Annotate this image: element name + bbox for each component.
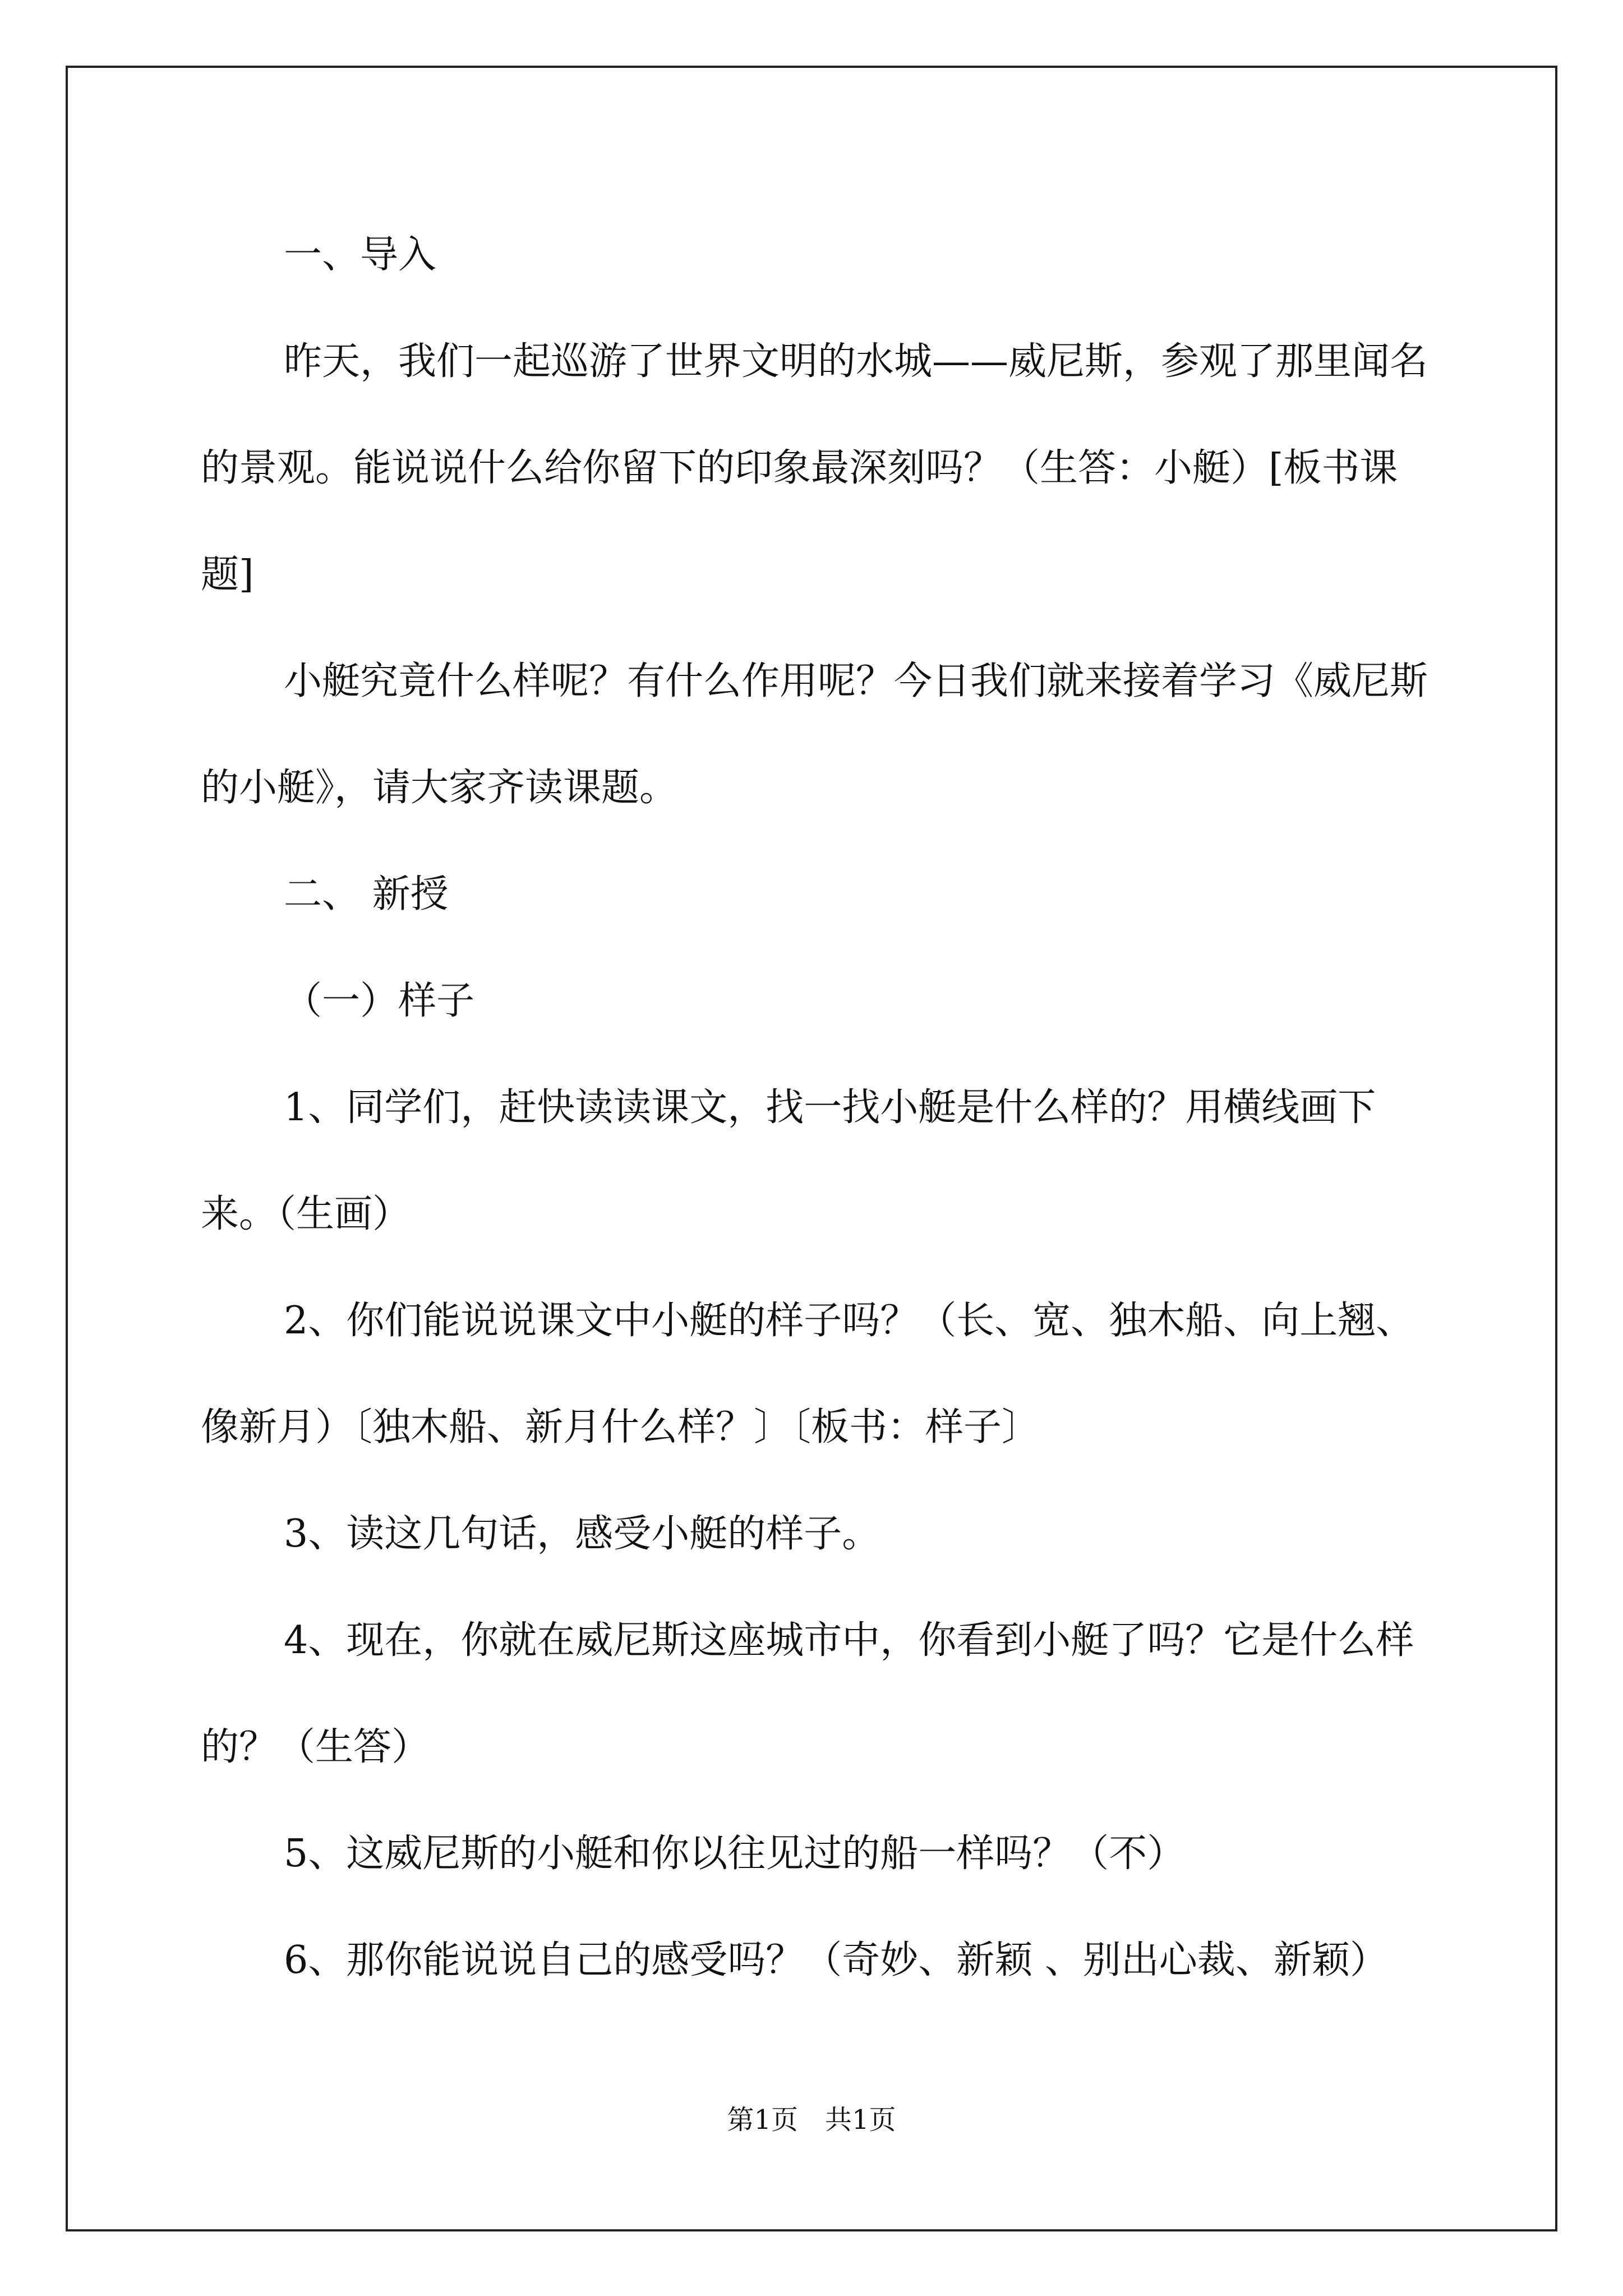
item-4: 4、现在，你就在威尼斯这座城市中，你看到小艇了吗？它是什么样的？（生答） — [201, 1618, 1414, 1769]
item-3: 3、读这几句话，感受小艇的样子。 — [284, 1512, 880, 1556]
paragraph-1: 昨天，我们一起巡游了世界文明的水城——威尼斯，参观了那里闻名的景观。能说说什么给你留下的印象最深刻吗？（生答：小艇）[板书课题] — [201, 339, 1428, 597]
paragraph-2: 小艇究竟什么样呢？有什么作用呢？今日我们就来接着学习《威尼斯的小艇》，请大家齐读课题。 — [201, 659, 1428, 810]
subheading-appearance: （一）样子 — [284, 979, 475, 1023]
document-body — [201, 202, 1446, 2014]
page-number-footer: 第1页 共1页 — [727, 2104, 896, 2136]
heading-intro: 一、导入 — [284, 233, 437, 277]
item-6: 6、那你能说说自己的感受吗？（奇妙、新颖 、别出心裁、新颖） — [284, 1938, 1388, 1982]
heading-new-lesson: 二、 新授 — [284, 872, 449, 917]
item-1: 1、同学们，赶快读读课文，找一找小艇是什么样的？用横线画下来。（生画） — [201, 1085, 1376, 1236]
item-5: 5、这威尼斯的小艇和你以往见过的船一样吗？（不） — [284, 1832, 1186, 1876]
item-2: 2、你们能说说课文中小艇的样子吗？（长、宽、独木船、向上翘、像新月）〔独木船、新月什么样？〕〔板书：样子〕 — [201, 1299, 1414, 1450]
